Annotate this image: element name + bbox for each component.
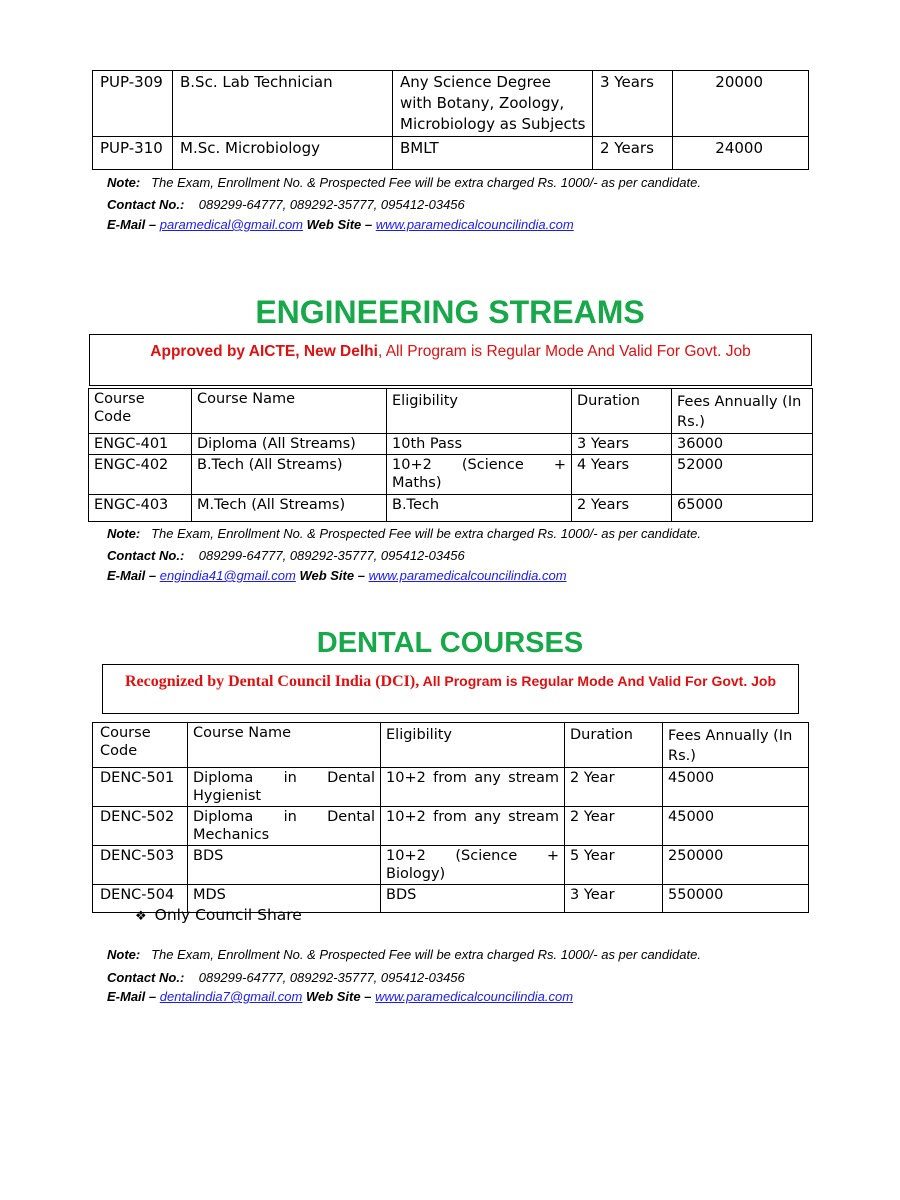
dental-heading: DENTAL COURSES bbox=[316, 627, 584, 659]
course-code: ENGC-401 bbox=[89, 434, 192, 455]
approval-authority: Approved by AICTE, New Delhi bbox=[150, 343, 378, 360]
dental-course-table bbox=[92, 722, 809, 913]
fees: 36000 bbox=[672, 434, 813, 455]
engineering-heading: ENGINEERING STREAMS bbox=[255, 294, 645, 330]
note-text: The Exam, Enrollment No. & Prospected Fee will be extra charged Rs. 1000/- as per candidate. bbox=[151, 175, 701, 190]
website-link[interactable]: www.paramedicalcouncilindia.com bbox=[368, 568, 567, 583]
duration: 3 Year bbox=[565, 885, 663, 913]
header-course-code: Course Code bbox=[93, 723, 188, 768]
header-eligibility: Eligibility bbox=[381, 723, 565, 768]
eligibility: BDS bbox=[381, 885, 565, 913]
course-name: Diploma in Dental Mechanics bbox=[188, 807, 381, 846]
duration: 2 Year bbox=[565, 768, 663, 807]
table-row bbox=[89, 434, 813, 455]
bullet-item bbox=[135, 906, 302, 924]
eligibility: 10+2 (Science + Maths) bbox=[387, 455, 572, 495]
website-label: Web Site – bbox=[306, 217, 373, 232]
email-label: E-Mail – bbox=[107, 568, 157, 583]
diamond-bullet-icon: ❖ bbox=[135, 909, 147, 924]
contact-label: Contact No.: bbox=[107, 197, 185, 212]
table-row bbox=[93, 807, 809, 846]
table-row bbox=[89, 455, 813, 495]
course-code: ENGC-403 bbox=[89, 495, 192, 522]
approval-box bbox=[89, 334, 812, 386]
header-duration: Duration bbox=[572, 389, 672, 434]
table-row bbox=[93, 71, 809, 137]
contact-line bbox=[107, 970, 465, 986]
course-code: DENC-501 bbox=[93, 768, 188, 807]
course-code: DENC-502 bbox=[93, 807, 188, 846]
email-label: E-Mail – bbox=[107, 989, 157, 1004]
table-row bbox=[93, 137, 809, 170]
duration: 2 Year bbox=[565, 807, 663, 846]
recognition-text: All Program is Regular Mode And Valid For Govt. Job bbox=[419, 673, 777, 689]
course-name: B.Tech (All Streams) bbox=[192, 455, 387, 495]
eligibility: 10+2 from any stream bbox=[381, 807, 565, 846]
approval-text: , All Program is Regular Mode And Valid For Govt. Job bbox=[377, 343, 751, 360]
recognition-authority: Recognized by Dental Council India (DCI), bbox=[124, 673, 420, 690]
course-code: ENGC-402 bbox=[89, 455, 192, 495]
eligibility: B.Tech bbox=[387, 495, 572, 522]
contact-line bbox=[107, 548, 465, 564]
header-fees: Fees Annually (In Rs.) bbox=[663, 723, 809, 768]
note-label: Note: bbox=[107, 947, 141, 962]
course-name: BDS bbox=[188, 846, 381, 885]
duration: 3 Years bbox=[593, 71, 673, 137]
duration: 4 Years bbox=[572, 455, 672, 495]
contact-label: Contact No.: bbox=[107, 970, 185, 985]
paramedical-course-table bbox=[92, 70, 809, 170]
course-name: Diploma (All Streams) bbox=[192, 434, 387, 455]
eligibility: 10th Pass bbox=[387, 434, 572, 455]
fees: 24000 bbox=[673, 137, 809, 170]
email-line bbox=[107, 989, 573, 1005]
table-header-row bbox=[93, 723, 809, 768]
header-eligibility: Eligibility bbox=[387, 389, 572, 434]
eligibility: BMLT bbox=[393, 137, 593, 170]
bullet-text: Only Council Share bbox=[154, 906, 302, 924]
course-code: PUP-309 bbox=[93, 71, 173, 137]
fees: 45000 bbox=[663, 807, 809, 846]
email-line bbox=[107, 568, 567, 584]
table-row bbox=[93, 846, 809, 885]
contact-line bbox=[107, 197, 465, 213]
table-header-row bbox=[89, 389, 813, 434]
website-link[interactable]: www.paramedicalcouncilindia.com bbox=[375, 217, 574, 232]
email-label: E-Mail – bbox=[107, 217, 157, 232]
website-link[interactable]: www.paramedicalcouncilindia.com bbox=[375, 989, 574, 1004]
note-label: Note: bbox=[107, 175, 141, 190]
eligibility: 10+2 from any stream bbox=[381, 768, 565, 807]
email-line bbox=[107, 217, 574, 233]
note-text: The Exam, Enrollment No. & Prospected Fee will be extra charged Rs. 1000/- as per candidate. bbox=[151, 526, 701, 541]
duration: 3 Years bbox=[572, 434, 672, 455]
contact-label: Contact No.: bbox=[107, 548, 185, 563]
eligibility: 10+2 (Science + Biology) bbox=[381, 846, 565, 885]
note-text: The Exam, Enrollment No. & Prospected Fee will be extra charged Rs. 1000/- as per candidate. bbox=[151, 947, 701, 962]
duration: 2 Years bbox=[572, 495, 672, 522]
email-link[interactable]: paramedical@gmail.com bbox=[159, 217, 303, 232]
fees: 550000 bbox=[663, 885, 809, 913]
eligibility: Any Science Degree with Botany, Zoology, Microbiology as Subjects bbox=[393, 71, 593, 137]
note-label: Note: bbox=[107, 526, 141, 541]
engineering-course-table bbox=[88, 388, 813, 522]
email-link[interactable]: engindia41@gmail.com bbox=[159, 568, 296, 583]
website-label: Web Site – bbox=[299, 568, 365, 583]
header-fees: Fees Annually (In Rs.) bbox=[672, 389, 813, 434]
fees: 20000 bbox=[673, 71, 809, 137]
website-label: Web Site – bbox=[305, 989, 372, 1004]
course-name: B.Sc. Lab Technician bbox=[173, 71, 393, 137]
fee-note bbox=[107, 947, 701, 963]
header-course-name: Course Name bbox=[192, 389, 387, 434]
course-name: M.Sc. Microbiology bbox=[173, 137, 393, 170]
fee-note bbox=[107, 526, 701, 542]
course-code: PUP-310 bbox=[93, 137, 173, 170]
fees: 250000 bbox=[663, 846, 809, 885]
duration: 5 Year bbox=[565, 846, 663, 885]
recognition-box bbox=[102, 664, 799, 714]
contact-numbers: 089299-64777, 089292-35777, 095412-03456 bbox=[198, 197, 465, 212]
fees: 52000 bbox=[672, 455, 813, 495]
contact-numbers: 089299-64777, 089292-35777, 095412-03456 bbox=[198, 970, 465, 985]
course-name: Diploma in Dental Hygienist bbox=[188, 768, 381, 807]
fee-note bbox=[107, 175, 701, 191]
contact-numbers: 089299-64777, 089292-35777, 095412-03456 bbox=[198, 548, 465, 563]
course-code: DENC-503 bbox=[93, 846, 188, 885]
course-name: MDS bbox=[188, 885, 381, 913]
fees: 65000 bbox=[672, 495, 813, 522]
header-course-name: Course Name bbox=[188, 723, 381, 768]
table-row bbox=[89, 495, 813, 522]
email-link[interactable]: dentalindia7@gmail.com bbox=[159, 989, 303, 1004]
fees: 45000 bbox=[663, 768, 809, 807]
course-code: DENC-504 bbox=[93, 885, 188, 913]
header-duration: Duration bbox=[565, 723, 663, 768]
header-course-code: Course Code bbox=[89, 389, 192, 434]
course-name: M.Tech (All Streams) bbox=[192, 495, 387, 522]
duration: 2 Years bbox=[593, 137, 673, 170]
table-row bbox=[93, 768, 809, 807]
